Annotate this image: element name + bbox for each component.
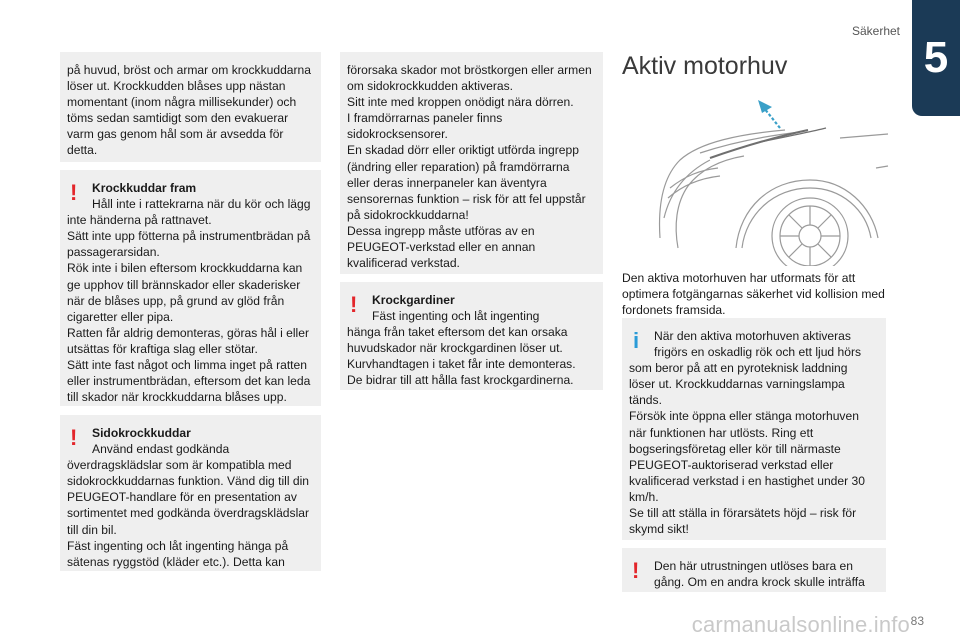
side-airbag-text-box: [340, 52, 603, 274]
warning-text: hänga från taket eftersom det kan orsaka huvudskador när krockgardinen löser ut. Kurvhandtagen i taket får inte demonteras. De bidrar till att hålla fast krockgardinerna.: [347, 325, 576, 388]
chapter-tab: 5: [912, 0, 960, 116]
warning-text: Den här utrustningen utlöses bara en gång. Om en andra krock skulle inträffa: [654, 559, 865, 590]
exclamation-warning-icon: !: [70, 180, 78, 205]
warning-title: Krockkuddar fram: [92, 181, 197, 195]
active-bonnet-warning-box: [622, 548, 886, 592]
active-bonnet-intro: Den aktiva motorhuven har utformats för att optimera fotgängarnas säkerhet vid kollision med fordonets framsida.: [622, 271, 885, 318]
info-first-lines: När den aktiva motorhuven aktiveras frigörs en oskadlig rök och ett ljud hörs: [654, 329, 862, 360]
front-airbags-warning-box: [60, 170, 321, 406]
exclamation-warning-icon: !: [350, 292, 358, 317]
warning-text: överdragsklädslar som är kompatibla med sidokrockkuddarnas funktion. Vänd dig till din PEUGEOT-handlare för en presentation av sortimentet med godkända överdragsklädslar till din bil. Fäst ingenting och låt ingenting hänga på sätenas ryggstöd (kläder etc.). Detta kan: [67, 458, 310, 569]
warning-title: Sidokrockkuddar: [92, 426, 191, 440]
info-i-icon: i: [633, 328, 640, 353]
watermark: carmanualsonline.info: [691, 612, 910, 637]
section-title: Aktiv motorhuv: [622, 52, 788, 80]
page-number: 83: [910, 614, 924, 628]
curtain-airbags-warning-box: [340, 282, 603, 390]
warning-first-line: Använd endast godkända: [92, 442, 230, 457]
exclamation-warning-icon: !: [632, 558, 640, 583]
exclamation-warning-icon: !: [70, 425, 78, 450]
box-text: förorsaka skador mot bröstkorgen eller armen om sidokrockkudden aktiveras. Sitt inte med kroppen onödigt nära dörren. I framdörrarnas paneler finns sidokrocksensorer. En skadad dörr eller oriktigt utförda ingrepp (ändring eller reparation) på framdörrarna eller deras innerpaneler kan äventyra sensorernas funktion – risk för att fel uppstår på sidokrockkuddarna! Dessa ingrepp måste utföras av en PEUGEOT-verkstad eller en annan kvalificerad verkstad.: [347, 63, 592, 271]
lift-arrow-icon: [758, 100, 780, 128]
box-text: på huvud, bröst och armar om krockkuddarna löser ut. Krockkudden blåses upp nästan momentant (inom några millisekunder) och töms sedan samtidigt som den evakuerar varm gas genom hål som är avsedda för detta.: [67, 63, 312, 158]
info-text: som beror på att en pyroteknisk laddning löser ut. Krockkuddarnas varningslampa tänds. Försök inte öppna eller stänga motorhuven när funktionen har utlösts. Ring ett bogseringsföretag eller kör till närmaste PEUGEOT-auktoriserad verkstad eller kvalificerad verkstad i en hastighet under 30 km/h. Se till att ställa in förarsätets höjd – risk för skymd sikt!: [629, 361, 865, 537]
side-airbags-warning-box: [60, 415, 321, 571]
running-header-section: Säkerhet: [851, 24, 900, 38]
warning-first-line: Håll inte i rattekrarna när du kör och lägg: [92, 197, 311, 212]
active-bonnet-info-box: [622, 318, 886, 540]
warning-title: Krockgardiner: [372, 293, 455, 307]
warning-text: inte händerna på rattnavet. Sätt inte upp fötterna på instrumentbrädan på passagerarsidan. Rök inte i bilen eftersom krockkuddarna kan ge upphov till brännskador eller skaderisker när de blåses upp, på grund av glöd från cigaretter eller pipa. Ratten får aldrig demonteras, göras hål i eller utsättas för kraftiga slag eller stötar. Sätt inte fast något och limma inget på ratten eller instrumentbrädan, eftersom det kan leda till skador när krockkuddarna blåses upp.: [67, 213, 311, 405]
warning-first-line: Fäst ingenting och låt ingenting: [372, 309, 540, 324]
airbag-text-box: [60, 52, 321, 162]
active-bonnet-illustration: [640, 98, 890, 266]
